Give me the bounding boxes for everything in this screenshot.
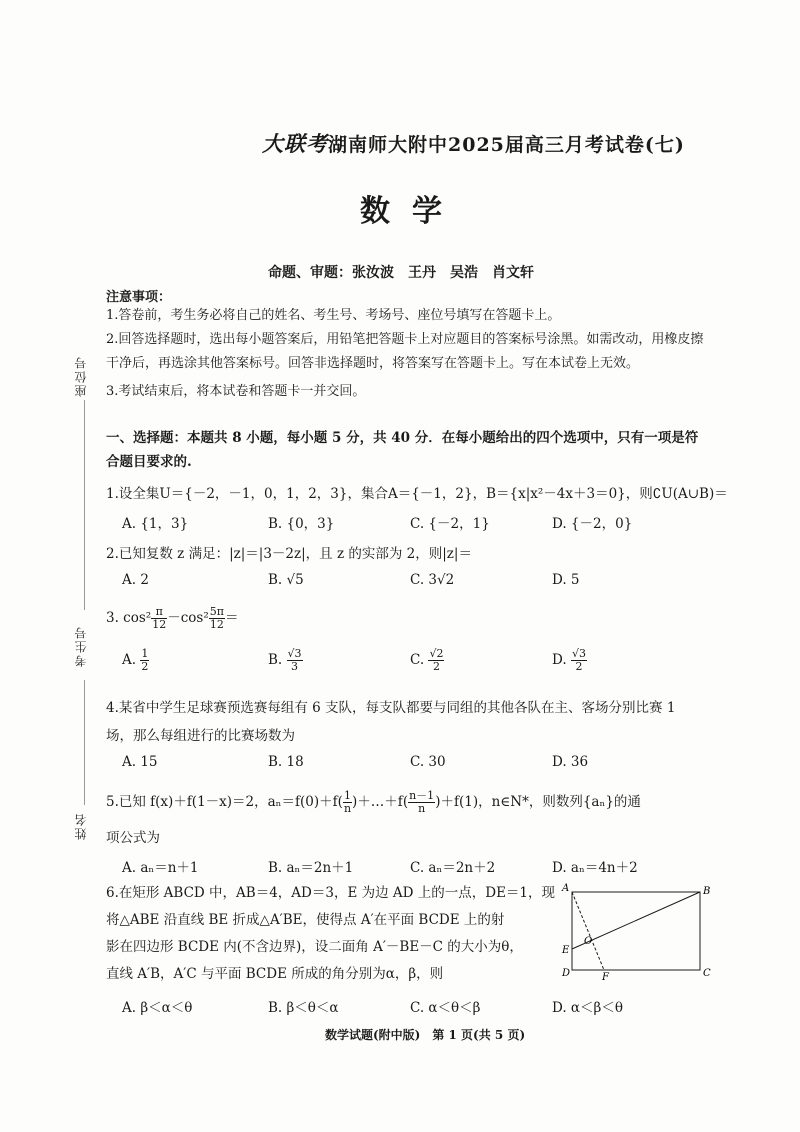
q3-option-a: A. $\frac{1}{2}$: [122, 647, 149, 673]
question-6: [106, 880, 556, 988]
q3-fraction: [151, 606, 167, 631]
note-item: 2.回答选择题时，选出每小题答案后，用铅笔把答题卡上对应题目的答案标号涂黑。如需改动，用橡皮擦干净后，再选涂其他答案标号。回答非选择题时，将答案写在答题卡上。写在本试卷上无效。: [106, 332, 704, 371]
q4-option-b: B. 18: [268, 754, 304, 770]
q5-fraction: $\frac{1}{n}$: [343, 789, 352, 815]
q3-text: 3. cos²: [106, 610, 152, 626]
q5-option-c: C. aₙ＝2n＋2: [410, 860, 496, 876]
q2-option-c: C. 3√2: [410, 572, 455, 588]
question-5: 5.已知 f(x)＋f(1－x)＝2，aₙ＝f(0)＋f( $\frac{1}{n}$ )＋…＋f( $\frac{n-1}{n}$ )＋f(1)，n∈N*，则数列{aₙ}的通: [106, 789, 641, 815]
question-2: 2.已知复数 z 满足：|z|＝|3－2z|，且 z 的实部为 2，则|z|＝: [106, 546, 472, 562]
notes-heading: 注意事项：: [106, 290, 172, 305]
note-item: 1.答卷前，考生务必将自己的姓名、考生号、考场号、座位号填写在答题卡上。: [106, 308, 561, 323]
q1-option-a: A. {1，3}: [122, 516, 189, 532]
q3-text: －cos²: [167, 610, 209, 626]
brand-logo-text: 大联考: [262, 131, 328, 156]
q3-frac-den: 12: [209, 618, 224, 631]
q4-option-c: C. 30: [410, 754, 446, 770]
q2-option-b: B. √5: [268, 572, 304, 588]
label-e: E: [562, 945, 570, 956]
q3-fraction: [209, 606, 225, 631]
subject-title: 数学: [360, 194, 464, 229]
q5-option-d: D. aₙ＝4n＋2: [552, 860, 638, 876]
rectangle-figure: [560, 880, 720, 980]
label-c: C: [703, 968, 711, 979]
q3-frac-den: 12: [152, 618, 167, 631]
question-5-line2: 项公式为: [106, 830, 160, 846]
label-b: B: [703, 886, 711, 897]
label-f: F: [602, 972, 609, 980]
question-1: 1.设全集U＝{－2，－1，0，1，2，3}，集合A＝{－1，2}，B＝{x|x²－4x＋3＝0}，则∁U(A∪B)＝: [106, 486, 728, 502]
page-footer: 数学试题(附中版) 第 1 页(共 5 页): [325, 1028, 526, 1042]
authors-line: 命题、审题：张汝波 王丹 吴浩 肖文轩: [268, 265, 534, 281]
q2-option-d: D. 5: [552, 572, 580, 588]
rectangle-abcd: [572, 892, 700, 970]
q1-option-c: C. {－2，1}: [410, 516, 490, 532]
q3-option-b: B. $\frac{√3}{3}$: [268, 647, 302, 673]
question-4-line1: 4.某省中学生足球赛预选赛每组有 6 支队，每支队都要与同组的其他各队在主、客场分别比赛 1: [106, 700, 676, 716]
question-4-line2: 场，那么每组进行的比赛场数为: [106, 728, 295, 744]
q6-option-a: A. β＜α＜θ: [122, 1000, 193, 1016]
q6-option-b: B. β＜θ＜α: [268, 1000, 339, 1016]
q5-fraction: $\frac{n-1}{n}$: [409, 789, 435, 815]
note-item: 3.考试结束后，将本试卷和答题卡一并交回。: [106, 384, 366, 399]
section-heading: 一、选择题：本题共 8 小题，每小题 5 分，共 40 分．在每小题给出的四个选项中，只有一项是符合题目要求的.: [106, 430, 699, 470]
margin-name-label: 姓名: [74, 812, 88, 840]
margin-exam-no-label: 考生号: [74, 625, 88, 667]
q1-option-d: D. {－2，0}: [552, 516, 633, 532]
q3-option-d: D. $\frac{√3}{2}$: [552, 647, 586, 673]
question-3: [106, 606, 238, 631]
q3-frac-num: 5π: [209, 605, 224, 618]
q3-text: ＝: [224, 610, 239, 626]
q5-option-b: B. aₙ＝2n＋1: [268, 860, 354, 876]
q6-line: 影在四边形 BCDE 内(不含边界)，设二面角 A′－BE－C 的大小为θ，: [106, 939, 523, 955]
q3-option-c: C. $\frac{√2}{2}$: [410, 647, 444, 673]
q6-option-d: D. α＜β＜θ: [552, 1000, 623, 1016]
margin-seat-label: 座位号: [74, 355, 88, 397]
q6-line: 6.在矩形 ABCD 中，AB＝4，AD＝3，E 为边 AD 上的一点，DE＝1，现: [106, 885, 556, 901]
q3-frac-num: π: [151, 606, 167, 619]
exam-title-text: 湖南师大附中2025届高三月考试卷(七): [328, 134, 685, 156]
margin-line: [84, 680, 85, 805]
q5-option-a: A. aₙ＝n＋1: [122, 860, 199, 876]
q4-option-a: A. 15: [122, 754, 158, 770]
exam-title: [262, 128, 685, 158]
q6-option-c: C. α＜θ＜β: [410, 1000, 481, 1016]
segment-af-dashed: [572, 892, 604, 970]
q1-option-b: B. {0，3}: [268, 516, 335, 532]
label-d: D: [562, 968, 571, 979]
q4-option-d: D. 36: [552, 754, 589, 770]
margin-line: [84, 400, 85, 610]
label-o: O: [584, 936, 593, 947]
q6-line: 将△ABE 沿直线 BE 折成△A′BE，使得点 A′在平面 BCDE 上的射: [106, 912, 505, 928]
q2-option-a: A. 2: [122, 572, 149, 588]
q6-line: 直线 A′B，A′C 与平面 BCDE 所成的角分别为α，β，则: [106, 966, 444, 982]
label-a: A: [562, 883, 570, 894]
